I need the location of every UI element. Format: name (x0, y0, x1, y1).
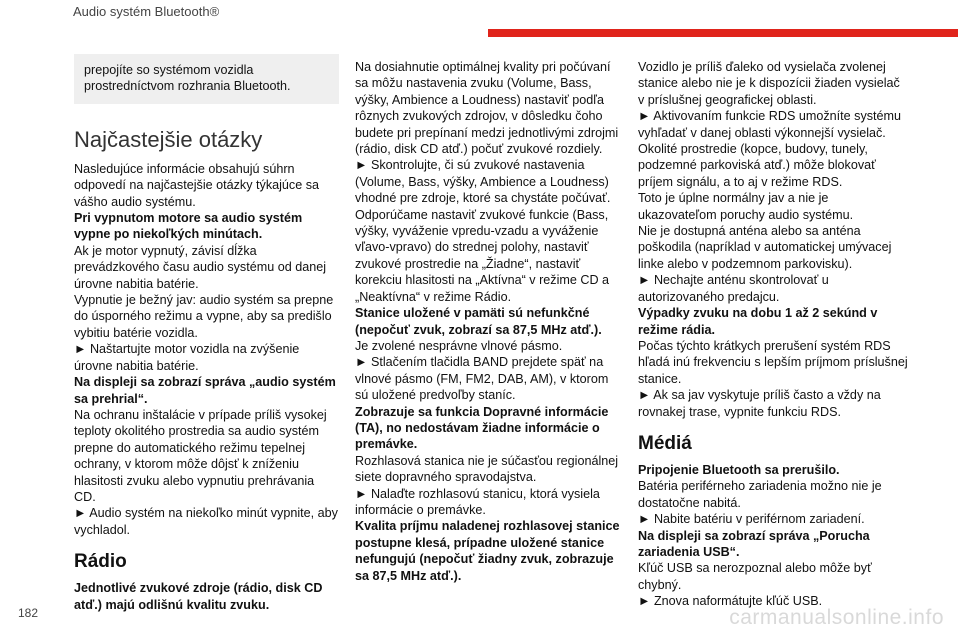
answer-9-2: ► Znova naformátujte kľúč USB. (638, 594, 823, 609)
media-heading: Médiá (638, 432, 692, 454)
question-6: Kvalita príjmu naladenej rozhlasovej stanice postupne klesá, prípadne uložené stanice nefungujú (nepočuť žiadny zvuk, zobrazuje sa 87,5 MHz atď.). (355, 519, 620, 583)
faq-intro: Nasledujúce informácie obsahujú súhrn odpovedí na najčastejšie otázky týkajúce sa vášho audio systému. (74, 161, 320, 209)
answer-1-3: ► Naštartujte motor vozidla na zvýšenie úrovne nabitia batérie. (74, 342, 300, 373)
note-box (74, 54, 339, 104)
question-9: Na displeji sa zobrazí správa „Porucha zariadenia USB“. (638, 528, 870, 559)
answer-6-1: Vozidlo je príliš ďaleko od vysielača zvolenej stanice alebo nie je k dispozícii žiaden vysielač v príslušnej geografickej oblasti. (638, 60, 900, 107)
watermark: carmanualsonline.info (729, 606, 944, 629)
answer-6-2: ► Aktivovaním funkcie RDS umožníte systému vyhľadať v danej oblasti výkonnejší vysielač. (638, 109, 902, 140)
answer-6-6: ► Nechajte anténu skontrolovať u autorizovaného predajcu. (638, 273, 829, 304)
question-5: Zobrazuje sa funkcia Dopravné informácie (TA), no nedostávam žiadne informácie o premávke. (355, 404, 609, 452)
answer-4-1: Je zvolené nesprávne vlnové pásmo. (355, 338, 563, 353)
answer-3-2: ► Skontrolujte, či sú zvukové nastavenia (Volume, Bass, výšky, Ambience a Loudness) vhodné pre zdroje, ktoré sa chystáte počúvať. Odporúčame nastaviť zvukové funkcie (Bass, výšky, vyváženie vpredu-vzadu a vyváženie vľavo-vpravo) do strednej polohy, nastaviť zvukové prostredie na „Žiadne“, nastaviť korekciu hlasitosti na „Aktívna“ v režime CD a „Neaktívna“ v režime Rádio. (355, 158, 611, 304)
answer-2-1: Na ochranu inštalácie v prípade príliš vysokej teploty okolitého prostredia sa audio systém prepne do automatického režimu tepelnej ochrany, v ktorom môže dôjsť k zníženiu hlasitosti zvuku alebo vypnutiu prehrávania CD. (74, 407, 327, 504)
header-title: Audio systém Bluetooth® (73, 4, 220, 19)
answer-9-1: Kľúč USB sa nerozpoznal alebo môže byť chybný. (638, 561, 872, 592)
question-8: Pripojenie Bluetooth sa prerušilo. (638, 462, 840, 477)
answer-7-1: Počas týchto krátkych prerušení systém RDS hľadá inú frekvenciu s lepším príjmom príslušnej stanice. (638, 338, 908, 386)
faq-heading: Najčastejšie otázky (74, 126, 263, 152)
column-1 (74, 0, 339, 613)
question-1: Pri vypnutom motore sa audio systém vypne po niekoľkých minútach. (74, 211, 303, 242)
answer-1-1: Ak je motor vypnutý, závisí dĺžka prevádzkového času audio systému od danej úrovne nabitia batérie. (74, 243, 327, 291)
column-3 (638, 0, 908, 610)
answer-2-2: ► Audio systém na niekoľko minút vypnite, aby vychladol. (74, 506, 338, 537)
answer-8-2: ► Nabite batériu v periférnom zariadení. (638, 512, 865, 527)
note-text: prepojíte so systémom vozidla prostredníctvom rozhrania Bluetooth. (84, 63, 291, 94)
answer-6-3: Okolité prostredie (kopce, budovy, tunely, podzemné parkoviská atď.) môže blokovať príjem signálu, a to aj v režime RDS. (638, 142, 876, 189)
answer-6-4: Toto je úplne normálny jav a nie je ukazovateľom poruchy audio systému. (638, 191, 854, 222)
answer-1-2: Vypnutie je bežný jav: audio systém sa prepne do úsporného režimu a vypne, aby sa predišlo vybitiu batérie vozidla. (74, 293, 334, 340)
page-number: 182 (18, 606, 39, 620)
answer-3-1: Na dosiahnutie optimálnej kvality pri počúvaní sa môžu nastavenia zvuku (Volume, Bass, výšky, Ambience a Loudness) nastaviť podľa rôznych zvukových zdrojov, v dôsledku čoho budete pri prepínaní medzi jednotlivými zdrojmi (rádio, disk CD atď.) počuť zvukové rozdiely. (355, 60, 619, 157)
question-7: Výpadky zvuku na dobu 1 až 2 sekúnd v režime rádia. (638, 306, 878, 337)
answer-8-1: Batéria periférneho zariadenia možno nie je dostatočne nabitá. (638, 479, 882, 510)
question-4: Stanice uložené v pamäti sú nefunkčné (nepočuť zvuk, zobrazí sa 87,5 MHz atď.). (355, 306, 602, 337)
answer-5-1: Rozhlasová stanica nie je súčasťou regionálnej siete dopravného spravodajstva. (355, 453, 619, 485)
question-3: Jednotlivé zvukové zdroje (rádio, disk CD atď.) majú odlišnú kvalitu zvuku. (74, 581, 323, 612)
radio-heading: Rádio (74, 551, 127, 573)
answer-7-2: ► Ak sa jav vyskytuje príliš často a vždy na rovnakej trase, vypnite funkciu RDS. (638, 388, 881, 419)
column-2 (355, 0, 625, 584)
question-2: Na displeji sa zobrazí správa „audio systém sa prehrial“. (74, 375, 336, 406)
answer-5-2: ► Nalaďte rozhlasovú stanicu, ktorá vysiela informácie o premávke. (355, 486, 600, 517)
answer-4-2: ► Stlačením tlačidla BAND prejdete späť na vlnové pásmo (FM, FM2, DAB, AM), v ktorom sú uložené predvoľby staníc. (355, 355, 609, 403)
answer-6-5: Nie je dostupná anténa alebo sa anténa poškodila (napríklad v automatickej umývacej linke alebo v podzemnom parkovisku). (638, 224, 892, 271)
